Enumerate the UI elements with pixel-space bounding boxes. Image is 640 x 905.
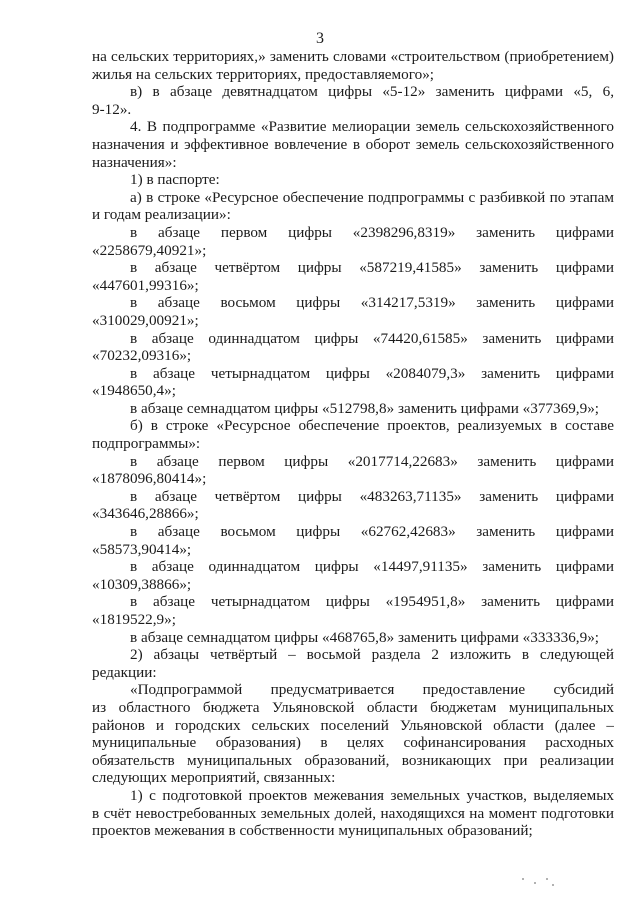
text-line: из областного бюджета Ульяновской области бюджетам муниципальных	[92, 698, 614, 716]
text-line: в абзаце первом цифры «2017714,22683» заменить цифрами	[130, 452, 614, 470]
text-line: в абзаце четырнадцатом цифры «2084079,3» заменить цифрами	[130, 364, 614, 382]
text-line: в счёт невостребованных земельных долей, находящихся на момент подготовки	[92, 804, 614, 822]
text-line: 4. В подпрограмме «Развитие мелиорации земель сельскохозяйственного	[130, 118, 614, 136]
text-line: назначения»:	[92, 153, 177, 171]
text-line: в абзаце четвёртом цифры «587219,41585» заменить цифрами	[130, 259, 614, 277]
text-line: в абзаце четырнадцатом цифры «1954951,8» заменить цифрами	[130, 593, 614, 611]
text-line: обязательств муниципальных образований, возникающих при реализации	[92, 751, 614, 769]
scan-speck	[546, 878, 548, 880]
text-line: в абзаце первом цифры «2398296,8319» заменить цифрами	[130, 223, 614, 241]
text-line: проектов межевания в собственности муниципальных образований;	[92, 822, 533, 840]
scan-speck	[552, 884, 554, 886]
scan-speck	[522, 878, 524, 880]
text-line: «10309,38866»;	[92, 575, 192, 593]
scan-speck	[534, 882, 536, 884]
text-line: а) в строке «Ресурсное обеспечение подпрограммы с разбивкой по этапам	[130, 188, 614, 206]
text-line: в) в абзаце девятнадцатом цифры «5-12» заменить цифрами «5, 6,	[130, 83, 614, 101]
text-line: в абзаце восьмом цифры «314217,5319» заменить цифрами	[130, 294, 614, 312]
text-line: и годам реализации»:	[92, 206, 231, 224]
text-line: в абзаце одиннадцатом цифры «14497,91135» заменить цифрами	[130, 558, 614, 576]
text-line: следующих мероприятий, связанных:	[92, 769, 336, 787]
text-line: назначения и эффективное вовлечение в оборот земель сельскохозяйственного	[92, 135, 614, 153]
page-number: 3	[316, 30, 324, 47]
text-line: «343646,28866»;	[92, 505, 199, 523]
text-line: в абзаце четвёртом цифры «483263,71135» заменить цифрами	[130, 487, 614, 505]
text-line: 2) абзацы четвёртый – восьмой раздела 2 изложить в следующей	[130, 646, 614, 664]
text-line: «70232,09316»;	[92, 347, 192, 365]
text-line: районов и городских сельских поселений Ульяновской области (далее –	[92, 716, 614, 734]
text-line: «1878096,80414»;	[92, 470, 207, 488]
text-line: «58573,90414»;	[92, 540, 192, 558]
text-line: 1) в паспорте:	[130, 171, 220, 189]
text-line: «447601,99316»;	[92, 276, 199, 294]
text-line: 1) с подготовкой проектов межевания земельных участков, выделяемых	[130, 786, 614, 804]
text-line: в абзаце семнадцатом цифры «512798,8» заменить цифрами «377369,9»;	[130, 399, 600, 417]
text-line: в абзаце восьмом цифры «62762,42683» заменить цифрами	[130, 523, 614, 541]
text-line: б) в строке «Ресурсное обеспечение проектов, реализуемых в составе	[130, 417, 614, 435]
text-line: на сельских территориях,» заменить словами «строительством (приобретением)	[92, 48, 614, 65]
text-line: в абзаце одиннадцатом цифры «74420,61585» заменить цифрами	[130, 329, 614, 347]
text-line: подпрограммы»:	[92, 435, 201, 453]
text-line: «2258679,40921»;	[92, 241, 207, 259]
document-body	[92, 48, 614, 840]
text-line: «Подпрограммой предусматривается предоставление субсидий	[130, 681, 614, 699]
text-line: «1948650,4»;	[92, 382, 176, 400]
text-line: жилья на сельских территориях, предоставляемого»;	[92, 65, 435, 83]
text-line: «310029,00921»;	[92, 311, 199, 329]
text-line: «1819522,9»;	[92, 611, 176, 628]
text-line: 9-12».	[92, 100, 132, 118]
text-line: редакции:	[92, 663, 157, 681]
text-line: муниципальные образования) в целях софинансирования расходных	[92, 734, 614, 752]
text-line: в абзаце семнадцатом цифры «468765,8» заменить цифрами «333336,9»;	[130, 628, 600, 646]
